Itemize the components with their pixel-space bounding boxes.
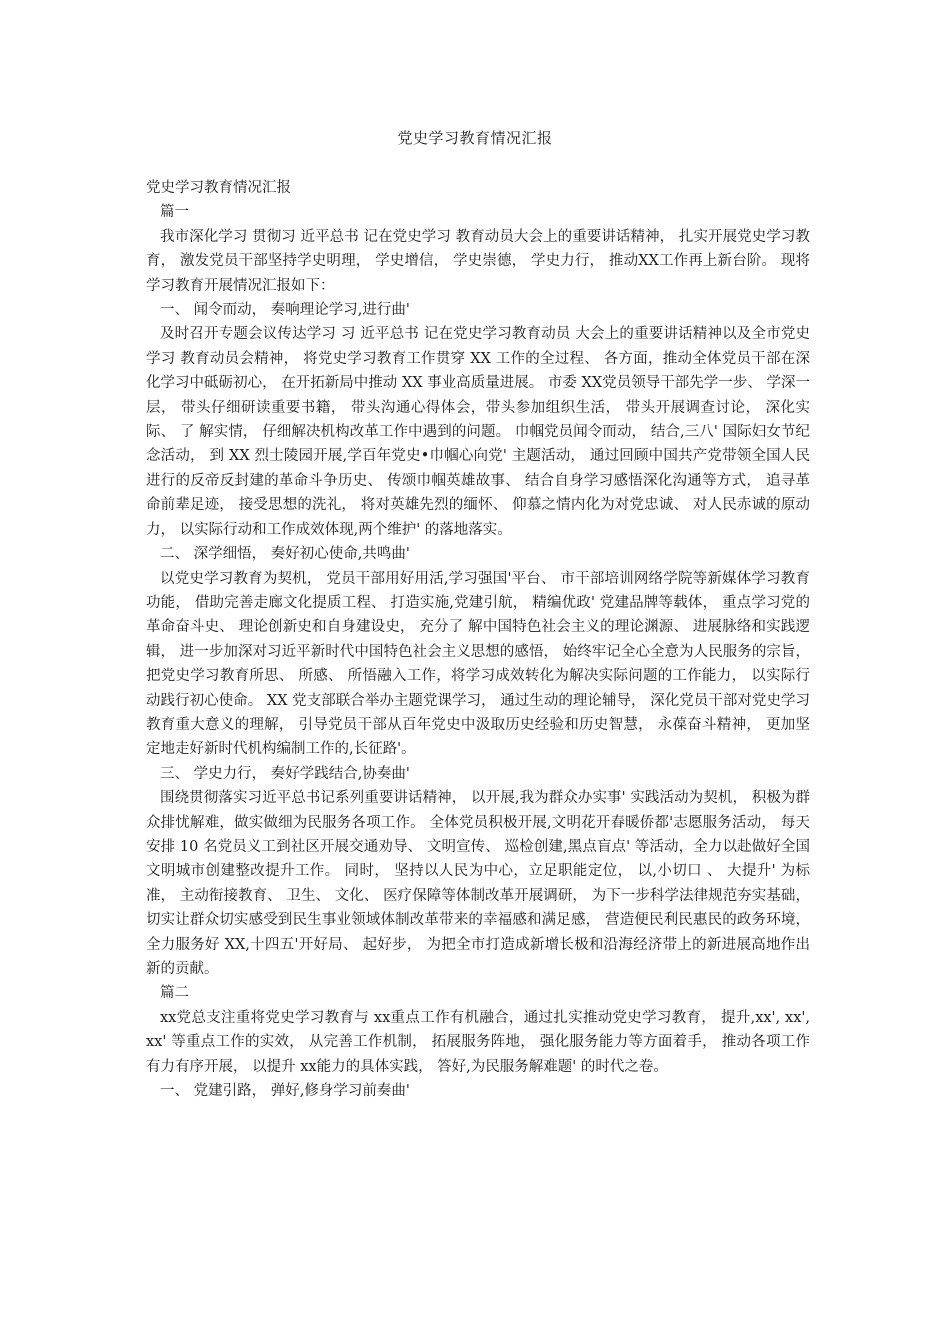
document-title: 党史学习教育情况汇报 (397, 129, 553, 147)
subheading-two: 二、 深学细悟， 奏好初心使命,共鸣曲' (160, 546, 410, 563)
paragraph-part-two-intro: xx党总支注重将党史学习教育与 xx重点工作有机融合，通过扎实推动党史学习教育， 提升,xx', xx', xx' 等重点工作的实效， 从完善工作机制， 拓展服务阵地， 强化服务能力等方面着手， 推动各项工作有力有序开展， 以提升 xx能力的具体实践， 答好,为民服务解难题' 的时代之卷。 (146, 1009, 810, 1075)
subheading-three: 三、 学史力行， 奏好学践结合,协奏曲' (160, 765, 410, 782)
intro-paragraph: 我市深化学习 贯彻习 近平总书 记在党史学习 教育动员大会上的重要讲话精神， 扎实开展党史学习教育， 激发党员干部坚持学史明理， 学史增信， 学史崇德， 学史力行， 推动XX工作再上新台阶。 现将学习教育开展情况汇报如下： (146, 228, 810, 294)
document-body (146, 176, 810, 1103)
section-label-part-one: 篇一 (160, 204, 189, 221)
paragraph-three: 围绕贯彻落实习近平总书记系列重要讲话精神， 以开展,我为群众办实事' 实践活动为契机， 积极为群众排忧解难，做实做细为民服务各项工作。 全体党员积极开展,文明花开春暖侨都'志愿服务活动， 每天安排 10 名党员义工到社区开展交通劝导、 文明宣传、 巡检创建,黑点盲点' 等活动，全力以赴做好全国文明城市创建整改提升工作。 同时， 坚持以人民为中心，立足职能定位， 以,小切口 、 大提升' 为标准， 主动衔接教育、 卫生、 文化、 医疗保障等体制改革开展调研， 为下一步科学法律规范夯实基础， 切实让群众切实感受到民生事业领域体制改革带来的幸福感和满足感， 营造便民利民惠民的政务环境， 全力服务好 XX,十四五'开好局、 起好步， 为把全市打造成新增长极和沿海经济带上的新进展高地作出新的贡献。 (146, 790, 810, 977)
subheading-one: 一、 闻令而动， 奏响理论学习,进行曲' (160, 302, 410, 319)
section-label-part-two: 篇二 (160, 985, 189, 1002)
subheading-part-two-one: 一、 党建引路， 弹好,修身学习前奏曲' (160, 1083, 410, 1100)
body-heading: 党史学习教育情况汇报 (146, 180, 291, 196)
paragraph-two: 以党史学习教育为契机， 党员干部用好用活,学习强国'平台、 市干部培训网络学院等新媒体学习教育功能， 借助完善走廊文化提质工程、 打造实施,党建引航， 精编优政' 党建品牌等载体， 重点学习党的革命奋斗史、 理论创新史和自身建设史， 充分了 解中国特色社会主义的理论渊源、 进展脉络和实践逻辑， 进一步加深对习近平新时代中国特色社会主义思想的感悟， 始终牢记全心全意为人民服务的宗旨， 把党史学习教育所思、 所感、 所悟融入工作，将学习成效转化为解决实际问题的工作能力， 以实际行动践行初心使命。 XX 党支部联合举办主题党课学习， 通过生动的理论辅导， 深化党员干部对党史学习教育重大意义的理解， 引导党员干部从百年党史中汲取历史经验和历史智慧， 永葆奋斗精神， 更加坚定地走好新时代机构编制工作的,长征路'。 (146, 570, 810, 758)
paragraph-one: 及时召开专题会议传达学习 习 近平总书 记在党史学习教育动员 大会上的重要讲话精神以及全市党史学习 教育动员会精神， 将党史学习教育工作贯穿 XX 工作的全过程、 各方面，推动全体党员干部在深化学习中砥砺初心， 在开拓新局中推动 XX 事业高质量进展。 市委 XX党员领导干部先学一步、 学深一层， 带头仔细研读重要书籍， 带头沟通心得体会，带头参加组织生活， 带头开展调查讨论， 深化实际、 了 解实情， 仔细解决机构改革工作中遇到的问题。 巾帼党员闻令而动， 结合,三八' 国际妇女节纪念活动， 到 XX 烈士陵园开展,学百年党史•巾帼心向党' 主题活动， 通过回顾中国共产党带领全国人民进行的反帝反封建的革命斗争历史、 传颂巾帼英雄故事、 结合自身学习感悟深化沟通等方式， 追寻革命前辈足迹， 接受思想的洗礼， 将对英雄先烈的缅怀、 仰慕之情内化为对党忠诚、 对人民赤诚的原动力， 以实际行动和工作成效体现,两个维护' 的落地落实。 (146, 326, 810, 538)
